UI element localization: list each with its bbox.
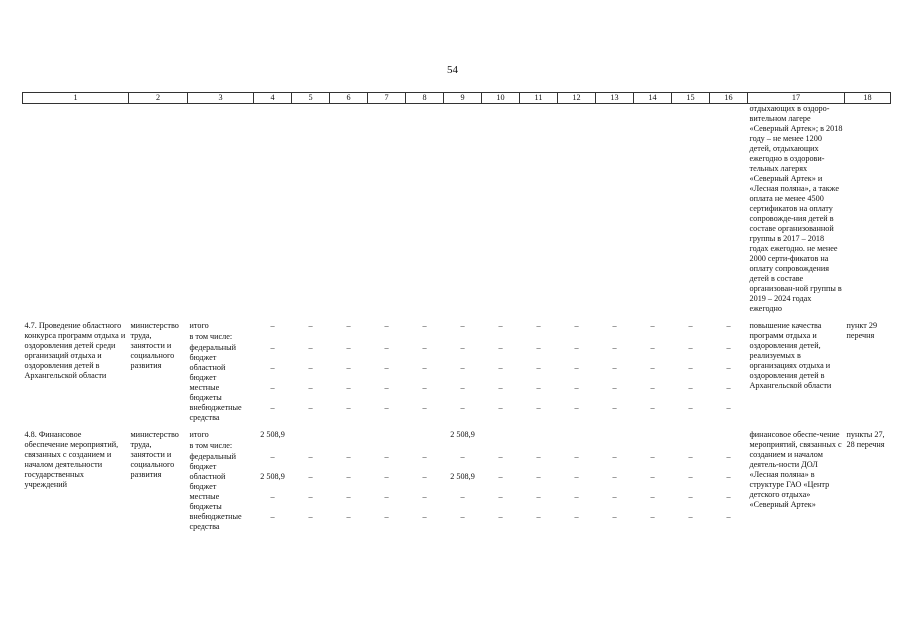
funding-value: – <box>574 343 579 352</box>
funding-value: – <box>574 403 579 412</box>
funding-value: – <box>536 472 541 481</box>
empty-cell <box>710 104 748 315</box>
funding-value <box>406 332 444 343</box>
funding-value <box>368 441 406 452</box>
empty-cell <box>368 104 406 315</box>
column-header-10: 10 <box>482 93 520 104</box>
funding-value <box>558 441 596 452</box>
funding-value <box>634 430 672 441</box>
funding-value <box>406 441 444 452</box>
funding-value: – <box>270 452 275 461</box>
funding-value: – <box>308 452 313 461</box>
funding-value <box>672 430 710 441</box>
empty-cell <box>254 104 292 315</box>
funding-source-label: в том числе: <box>189 441 233 450</box>
empty-cell <box>444 104 482 315</box>
table-row <box>23 321 891 332</box>
column-header-18: 18 <box>845 93 891 104</box>
empty-cell <box>845 104 891 315</box>
funding-value <box>520 332 558 343</box>
funding-value: – <box>726 403 731 412</box>
funding-source-label: федеральный бюджет <box>189 343 237 362</box>
funding-value <box>368 332 406 343</box>
funding-value: – <box>384 363 389 372</box>
funding-value: – <box>612 383 617 392</box>
executor-name: министерство труда, занятости и социального развития <box>130 321 179 370</box>
funding-source-label: местные бюджеты <box>189 492 222 511</box>
funding-value: – <box>308 472 313 481</box>
page-number: 54 <box>447 64 458 76</box>
funding-value <box>558 332 596 343</box>
funding-value: – <box>688 472 693 481</box>
funding-value: – <box>726 321 731 330</box>
funding-value: – <box>422 343 427 352</box>
funding-value: – <box>346 452 351 461</box>
expected-result: финансовое обеспе-чение мероприятий, связанных с созданием и началом деятель-ности ДОЛ «Лесная поляна» в структуре ГАО «Центр детского отдыха» «Северный Артек» <box>749 430 842 509</box>
funding-value: – <box>536 321 541 330</box>
funding-value <box>710 430 748 441</box>
column-header-14: 14 <box>634 93 672 104</box>
funding-value: 2 508,9 <box>450 430 475 439</box>
funding-value: – <box>460 321 465 330</box>
funding-value: – <box>384 321 389 330</box>
funding-value: – <box>346 383 351 392</box>
list-reference: пункт 29 перечня <box>846 321 878 340</box>
funding-value: – <box>536 383 541 392</box>
funding-value: – <box>384 492 389 501</box>
funding-value <box>596 441 634 452</box>
funding-value: – <box>346 472 351 481</box>
funding-value: – <box>650 403 655 412</box>
funding-value: – <box>688 512 693 521</box>
funding-value: – <box>270 403 275 412</box>
funding-value: – <box>574 383 579 392</box>
funding-source-label: местные бюджеты <box>189 383 222 402</box>
funding-value: – <box>460 383 465 392</box>
funding-value: – <box>726 343 731 352</box>
funding-value: – <box>346 363 351 372</box>
funding-value <box>444 441 482 452</box>
empty-cell <box>23 104 129 315</box>
funding-value: – <box>270 512 275 521</box>
funding-value <box>330 332 368 343</box>
funding-value: – <box>650 321 655 330</box>
funding-value: – <box>460 512 465 521</box>
empty-cell <box>596 104 634 315</box>
funding-value: – <box>688 383 693 392</box>
row-spacer <box>23 423 891 430</box>
funding-value: – <box>536 363 541 372</box>
funding-value <box>672 332 710 343</box>
funding-value <box>710 332 748 343</box>
funding-source-label: федеральный бюджет <box>189 452 237 471</box>
continuation-result-text: отдыхающих в оздоро-вительном лагере «Северный Артек»; в 2018 году – не менее 1200 детей, отдыхающих ежегодно в оздорови-тельных лагерях «Северный Артек» и «Лесная поляна», а также оплата не менее 4500 сертификатов на оплату сопровожде-ния детей в составе организованной группы в 2017 – 2018 годах ежегодно. не менее 2000 серти-фикатов на оплату сопровождения детей в составе организован-ной группы в 2019 – 2024 годах ежегодно <box>749 104 843 313</box>
funding-value: – <box>612 492 617 501</box>
funding-value: – <box>536 512 541 521</box>
funding-value <box>596 332 634 343</box>
list-reference: пункты 27, 28 перечня <box>846 430 885 449</box>
funding-value: – <box>270 383 275 392</box>
empty-cell <box>129 104 188 315</box>
funding-value: – <box>650 383 655 392</box>
funding-value <box>330 430 368 441</box>
row-spacer <box>23 314 891 321</box>
funding-value: – <box>650 512 655 521</box>
funding-value: – <box>346 321 351 330</box>
funding-value <box>634 332 672 343</box>
funding-value: – <box>498 383 503 392</box>
column-header-17: 17 <box>748 93 845 104</box>
column-number-row <box>23 93 891 104</box>
funding-value <box>368 430 406 441</box>
column-header-11: 11 <box>520 93 558 104</box>
funding-value: – <box>498 363 503 372</box>
funding-value: – <box>308 492 313 501</box>
funding-value <box>482 441 520 452</box>
funding-value: – <box>498 403 503 412</box>
funding-value: – <box>726 512 731 521</box>
funding-value: – <box>270 343 275 352</box>
funding-value: – <box>498 472 503 481</box>
funding-value: – <box>612 343 617 352</box>
funding-value: – <box>346 512 351 521</box>
funding-value: – <box>422 472 427 481</box>
empty-cell <box>672 104 710 315</box>
funding-value: – <box>308 321 313 330</box>
empty-cell <box>406 104 444 315</box>
funding-value: – <box>308 343 313 352</box>
empty-cell <box>520 104 558 315</box>
funding-value: – <box>422 363 427 372</box>
funding-value <box>482 430 520 441</box>
funding-value <box>558 430 596 441</box>
measure-name: 4.7. Проведение областного конкурса программ отдыха и оздоровления детей среди организаций отдыха и оздоровления детей в Архангельской области <box>24 321 126 380</box>
funding-value: – <box>612 472 617 481</box>
funding-value: – <box>308 383 313 392</box>
funding-source-label: итого <box>189 430 209 439</box>
funding-value: – <box>726 492 731 501</box>
empty-cell <box>634 104 672 315</box>
funding-value: – <box>498 321 503 330</box>
column-header-6: 6 <box>330 93 368 104</box>
executor-name: министерство труда, занятости и социального развития <box>130 430 179 479</box>
empty-cell <box>330 104 368 315</box>
funding-value: – <box>574 512 579 521</box>
funding-value: – <box>536 343 541 352</box>
empty-cell <box>558 104 596 315</box>
empty-cell <box>482 104 520 315</box>
funding-value: – <box>688 403 693 412</box>
funding-value: – <box>422 492 427 501</box>
funding-value <box>482 332 520 343</box>
funding-value: – <box>650 452 655 461</box>
funding-value: – <box>498 492 503 501</box>
column-header-5: 5 <box>292 93 330 104</box>
funding-value: – <box>308 512 313 521</box>
funding-value: – <box>460 343 465 352</box>
funding-value <box>330 441 368 452</box>
column-header-15: 15 <box>672 93 710 104</box>
funding-value: – <box>650 343 655 352</box>
funding-value: 2 508,9 <box>450 472 475 481</box>
funding-value: – <box>422 321 427 330</box>
funding-value <box>520 430 558 441</box>
funding-value: – <box>460 492 465 501</box>
table-row <box>23 430 891 441</box>
funding-value: – <box>574 472 579 481</box>
funding-value: – <box>536 452 541 461</box>
funding-value: – <box>460 403 465 412</box>
funding-value: – <box>384 403 389 412</box>
funding-source-label: внебюджетные средства <box>189 403 242 422</box>
funding-value: – <box>688 321 693 330</box>
funding-value: – <box>384 512 389 521</box>
funding-value: – <box>384 452 389 461</box>
column-header-9: 9 <box>444 93 482 104</box>
funding-value <box>596 430 634 441</box>
funding-source-label: областной бюджет <box>189 363 226 382</box>
funding-value: – <box>650 492 655 501</box>
funding-value: – <box>688 343 693 352</box>
column-header-7: 7 <box>368 93 406 104</box>
funding-value: – <box>536 403 541 412</box>
funding-value: – <box>612 363 617 372</box>
funding-value: – <box>612 452 617 461</box>
funding-value: – <box>422 403 427 412</box>
funding-value: – <box>726 363 731 372</box>
funding-value <box>672 441 710 452</box>
column-header-3: 3 <box>188 93 254 104</box>
funding-source-label: итого <box>189 321 209 330</box>
funding-value: – <box>612 403 617 412</box>
funding-value <box>444 332 482 343</box>
column-header-12: 12 <box>558 93 596 104</box>
funding-value: – <box>650 472 655 481</box>
funding-value <box>634 441 672 452</box>
expected-result: повышение качества программ отдыха и оздоровления детей, реализуемых в организациях отдыха и оздоровления детей в Архангельской области <box>749 321 832 390</box>
funding-value <box>292 332 330 343</box>
funding-value <box>254 332 292 343</box>
funding-value: – <box>308 363 313 372</box>
funding-value: – <box>422 512 427 521</box>
column-header-2: 2 <box>129 93 188 104</box>
funding-value: – <box>270 363 275 372</box>
funding-value: – <box>422 383 427 392</box>
funding-value <box>520 441 558 452</box>
funding-value: – <box>726 472 731 481</box>
funding-value <box>292 430 330 441</box>
funding-value: – <box>460 452 465 461</box>
program-table <box>22 92 891 532</box>
funding-value: – <box>270 492 275 501</box>
spacer-cell <box>23 423 891 430</box>
funding-value <box>710 441 748 452</box>
funding-source-label: в том числе: <box>189 332 233 341</box>
column-header-8: 8 <box>406 93 444 104</box>
funding-value: 2 508,9 <box>260 430 285 439</box>
funding-value: – <box>574 363 579 372</box>
funding-value: – <box>650 363 655 372</box>
column-header-1: 1 <box>23 93 129 104</box>
funding-value: – <box>612 321 617 330</box>
empty-cell <box>188 104 254 315</box>
funding-value: – <box>574 321 579 330</box>
funding-value: – <box>384 343 389 352</box>
funding-value: – <box>574 492 579 501</box>
column-header-4: 4 <box>254 93 292 104</box>
funding-value: – <box>346 492 351 501</box>
spacer-cell <box>23 314 891 321</box>
funding-value: – <box>384 472 389 481</box>
funding-source-label: областной бюджет <box>189 472 226 491</box>
funding-value: – <box>726 452 731 461</box>
empty-cell <box>292 104 330 315</box>
continuation-row <box>23 104 891 315</box>
funding-value: 2 508,9 <box>260 472 285 481</box>
funding-value: – <box>498 452 503 461</box>
funding-value: – <box>726 383 731 392</box>
funding-source-label: внебюджетные средства <box>189 512 242 531</box>
funding-value: – <box>688 492 693 501</box>
funding-value: – <box>270 321 275 330</box>
funding-value: – <box>688 363 693 372</box>
funding-value <box>406 430 444 441</box>
funding-value: – <box>498 512 503 521</box>
funding-value: – <box>308 403 313 412</box>
funding-value: – <box>498 343 503 352</box>
funding-value <box>254 441 292 452</box>
funding-value: – <box>422 452 427 461</box>
funding-value <box>292 441 330 452</box>
funding-value: – <box>346 403 351 412</box>
funding-value: – <box>384 383 389 392</box>
funding-value: – <box>574 452 579 461</box>
funding-value: – <box>346 343 351 352</box>
funding-value: – <box>536 492 541 501</box>
column-header-13: 13 <box>596 93 634 104</box>
measure-name: 4.8. Финансовое обеспечение мероприятий, связанных с созданием и началом деятельности государственных учреждений <box>24 430 119 489</box>
funding-value: – <box>688 452 693 461</box>
funding-value: – <box>612 512 617 521</box>
funding-value: – <box>460 363 465 372</box>
column-header-16: 16 <box>710 93 748 104</box>
